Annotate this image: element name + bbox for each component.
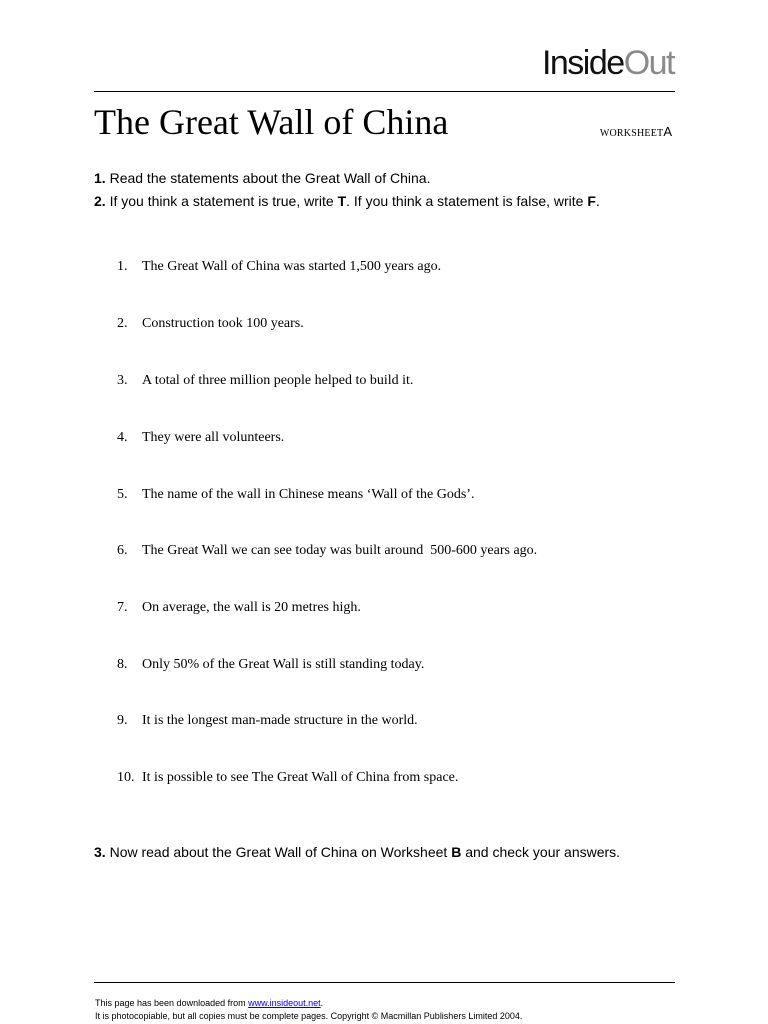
statement-text: On average, the wall is 20 metres high. <box>142 600 361 615</box>
bottom-divider <box>94 982 675 983</box>
instruction-3-text-a: Now read about the Great Wall of China on Worksheet <box>105 844 452 860</box>
brand-inside: Inside <box>541 44 624 82</box>
instruction-2-text-c: . <box>595 193 600 209</box>
instruction-2-text-a: If you think a statement is true, write <box>105 193 338 209</box>
statement-number: 7. <box>117 600 128 615</box>
footer-line-1 <box>95 998 323 1009</box>
statement-1 <box>117 258 441 276</box>
false-letter: F <box>587 193 596 209</box>
statement-4 <box>117 429 284 447</box>
brand-out: Out <box>623 44 674 82</box>
statement-number: 2. <box>117 316 128 331</box>
top-divider <box>94 91 675 92</box>
statement-8 <box>117 656 424 674</box>
statement-7 <box>117 599 361 617</box>
instruction-2 <box>94 192 674 210</box>
statement-number: 10. <box>117 770 135 785</box>
worksheet-word: WORKSHEET <box>599 128 664 139</box>
instruction-3-text-b: and check your answers. <box>461 844 621 860</box>
statement-5 <box>117 486 474 504</box>
statement-text: A total of three million people helped to build it. <box>142 373 414 388</box>
instruction-1-num: 1. <box>94 170 106 186</box>
instruction-3-num: 3. <box>94 844 106 860</box>
statement-number: 6. <box>117 543 128 558</box>
instruction-2-num: 2. <box>94 193 106 209</box>
footer-link[interactable]: www.insideout.net <box>248 998 321 1008</box>
statement-6 <box>117 542 537 560</box>
statement-text: They were all volunteers. <box>142 430 285 445</box>
true-letter: T <box>337 193 347 209</box>
statement-3 <box>117 372 413 390</box>
instruction-1-text: Read the statements about the Great Wall of China. <box>105 170 431 186</box>
footer-suffix: . <box>320 998 324 1008</box>
statement-9 <box>117 712 418 730</box>
statement-number: 8. <box>117 657 128 672</box>
statement-number: 9. <box>117 713 128 728</box>
instruction-3 <box>94 843 674 861</box>
footer-line-2: It is photocopiable, but all copies must be complete pages. Copyright © Macmillan Publishers Limited 2004. <box>95 1011 523 1021</box>
instruction-2-text-b: . If you think a statement is false, write <box>346 193 588 209</box>
worksheet-b-letter: B <box>451 844 462 860</box>
instruction-1 <box>94 169 674 187</box>
brand-logo <box>542 46 674 80</box>
statement-number: 3. <box>117 373 128 388</box>
statement-text: The Great Wall we can see today was built around 500-600 years ago. <box>142 543 538 558</box>
worksheet-letter: A <box>663 124 672 139</box>
statement-text: Only 50% of the Great Wall is still standing today. <box>142 657 425 672</box>
statement-text: It is the longest man-made structure in the world. <box>142 713 418 728</box>
statement-text: The name of the wall in Chinese means ‘Wall of the Gods’. <box>142 487 475 502</box>
footer-prefix: This page has been downloaded from <box>95 998 249 1008</box>
statement-10 <box>117 769 458 787</box>
statement-text: Construction took 100 years. <box>142 316 304 331</box>
statement-number: 1. <box>117 259 128 274</box>
statement-number: 4. <box>117 430 128 445</box>
statement-number: 5. <box>117 487 128 502</box>
statement-text: It is possible to see The Great Wall of China from space. <box>142 770 459 785</box>
page-title: The Great Wall of China <box>94 102 449 142</box>
statement-text: The Great Wall of China was started 1,500 years ago. <box>142 259 442 274</box>
statement-2 <box>117 315 304 333</box>
worksheet-label <box>600 124 672 140</box>
